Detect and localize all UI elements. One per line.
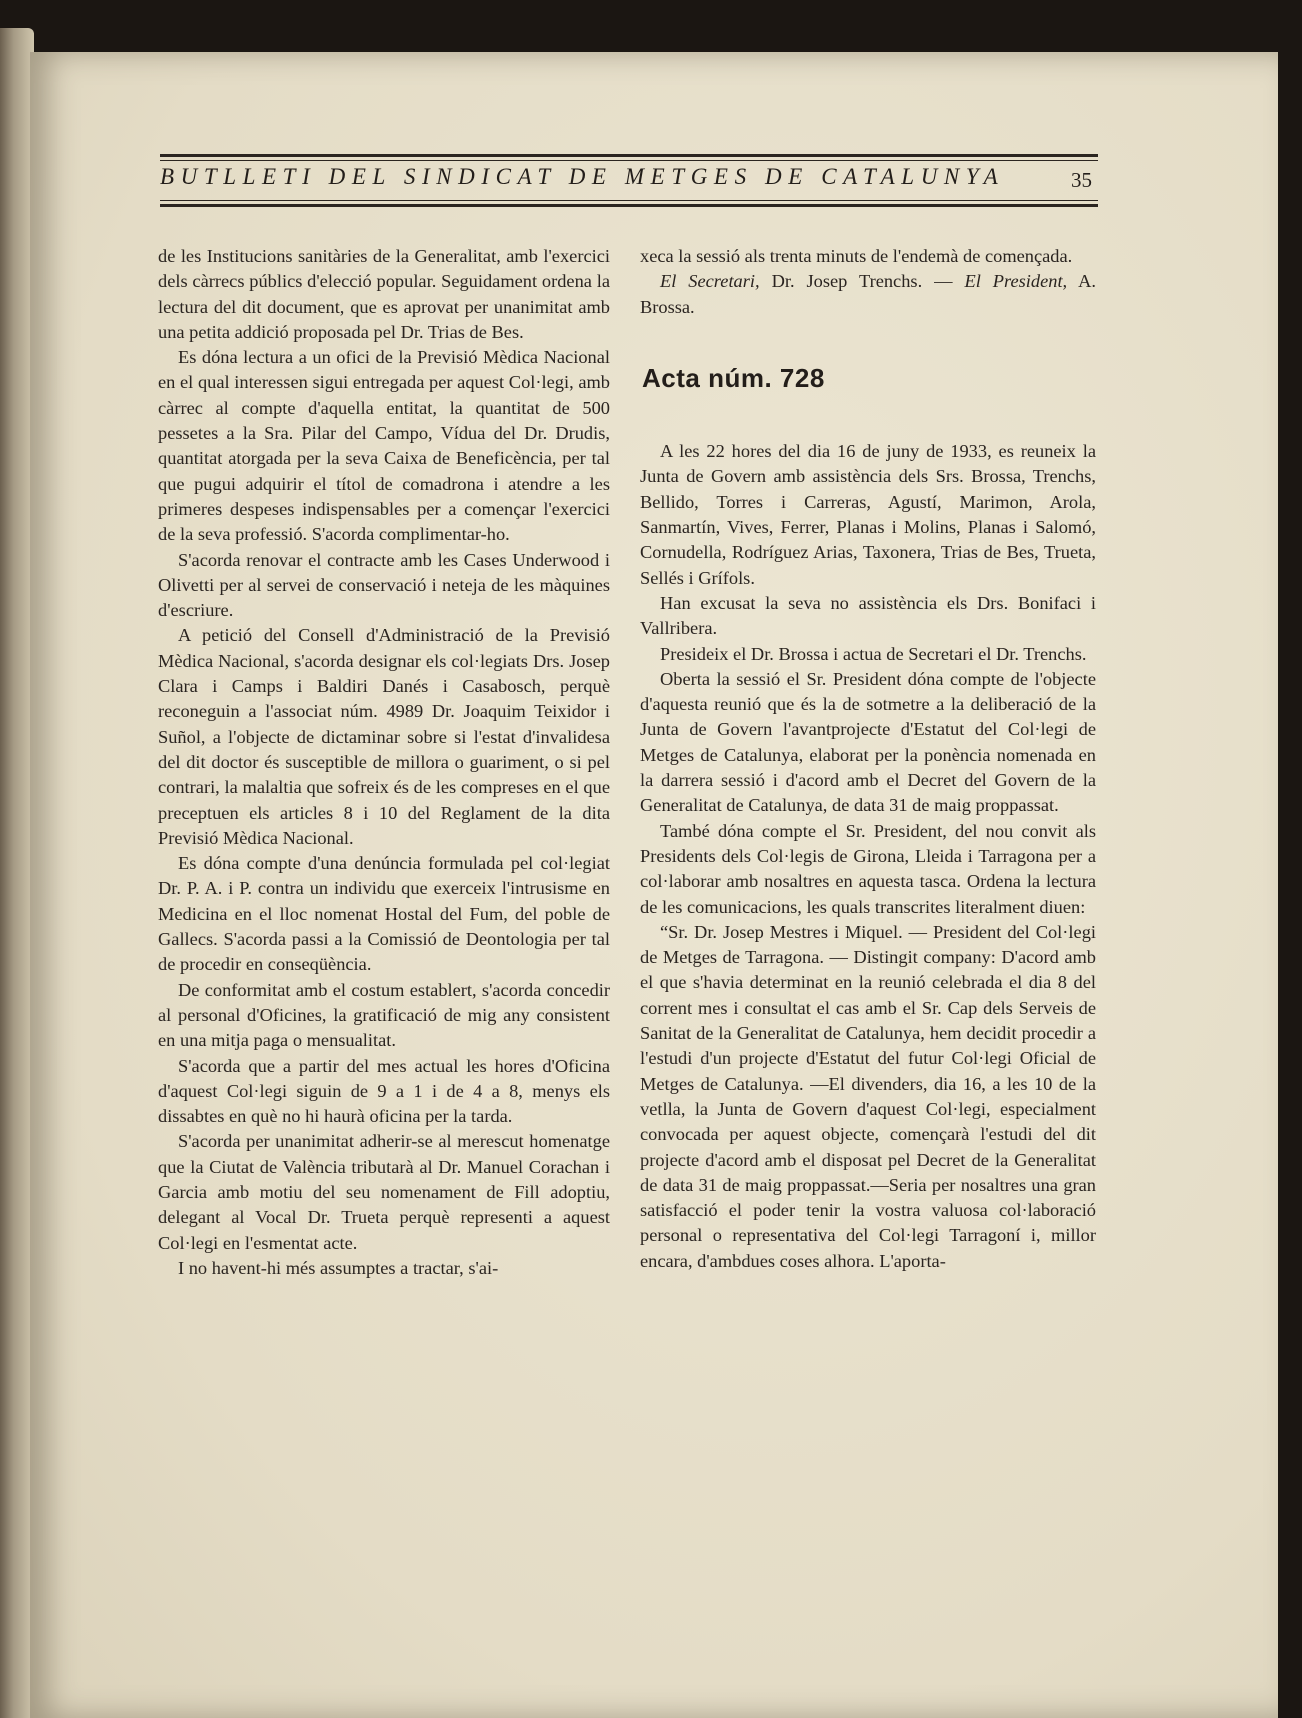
page-number: 35 xyxy=(1071,168,1092,192)
paragraph: I no havent-hi més assumptes a tractar, s'ai- xyxy=(178,1257,499,1278)
paragraph: S'acorda per unanimitat adherir-se al merescut homenatge que la Ciutat de València tributarà al Dr. Manuel Corachan i Garcia amb motiu del seu nomenament de Fill adoptiu, delegant al Vocal Dr. Trueta perquè representi a aquest Col·legi en l'esmentat acte. xyxy=(158,1131,610,1253)
paragraph: Presideix el Dr. Brossa i actua de Secretari el Dr. Trenchs. xyxy=(660,643,1087,664)
header-rule xyxy=(160,160,1098,161)
continuation-paragraph: xeca la sessió als trenta minuts de l'endemà de començada. xyxy=(640,246,1073,266)
secretari-name: Dr. Josep Trenchs. — xyxy=(771,271,953,292)
president-label: El President, xyxy=(964,271,1068,292)
paragraph: A petició del Consell d'Administració de la Previsió Mèdica Nacional, s'acorda designar els col·legiats Drs. Josep Clara i Camps i Baldiri Danés i Casabosch, perquè reconeguin a l'associat núm. 4989 Dr. Joaquim Teixidor i Suñol, a l'objecte de dictaminar sobre si l'estat d'invalidesa del dit doctor és susceptible de millora o guariment, o si pel contrari, la malaltia que sofreix és de les compreses en el que preceptuen els articles 8 i 10 del Reglament de la dita Previsió Mèdica Nacional. xyxy=(158,625,610,848)
president-name: A. Brossa. xyxy=(640,271,1096,317)
right-column xyxy=(640,244,1096,1274)
paragraph: Oberta la sessió el Sr. President dóna compte de l'objecte d'aquesta reunió que és la de sotmetre a la deliberació de la Junta de Govern l'avantprojecte d'Estatut del Col·legi de Metges de Catalunya, elaborat per la ponència nomenada en la darrera sessió i d'acord amb el Decret del Govern de la Generalitat de Catalunya, de data 31 de maig proppassat. xyxy=(640,668,1096,816)
left-column xyxy=(158,244,610,1281)
secretari-label: El Secretari, xyxy=(660,271,760,292)
header-rule xyxy=(160,154,1098,157)
header-title: BUTLLETI DEL SINDICAT DE METGES DE CATALUNYA xyxy=(160,164,1005,189)
paragraph: Han excusat la seva no assistència els Drs. Bonifaci i Vallribera. xyxy=(640,592,1096,639)
signatures xyxy=(640,269,1096,320)
quoted-letter: “Sr. Dr. Josep Mestres i Miquel. — President del Col·legi de Metges de Tarragona. — Distingit company: D'acord amb el que s'havia determinat en la reunió celebrada el dia 8 del corrent mes i consultat el cas amb el Sr. Cap dels Serveis de Sanitat de la Generalitat de Catalunya, hem decidit procedir a l'estudi d'un projecte d'Estatut del futur Col·legi Oficial de Metges de Catalunya. —El divenders, dia 16, a les 10 de la vetlla, la Junta de Govern d'aquest Col·legi, especialment convocada per aquest objecte, començarà l'estudi del dit projecte d'acord amb el disposat pel Decret de la Generalitat de data 31 de maig proppassat.—Seria per nosaltres una gran satisfacció el poder tenir la vostra valuosa col·laboració personal o representativa del Col·legi Tarragoní i, millor encara, d'ambdues coses alhora. L'aporta- xyxy=(640,921,1096,1271)
header-rule xyxy=(160,204,1098,207)
paragraph: Es dóna lectura a un ofici de la Previsió Mèdica Nacional en el qual interessen sigui entregada per aquest Col·legi, amb càrrec al compte d'aquella entitat, la quantitat de 500 pessetes a la Sra. Pilar del Campo, Vídua del Dr. Drudis, quantitat atorgada per la seva Caixa de Beneficència, per tal que pugui adquirir el títol de comadrona i atendre a les primeres despeses indispensables per a començar l'exercici de la seva professió. S'acorda complimentar-ho. xyxy=(158,347,610,545)
header-rule xyxy=(160,200,1098,201)
paragraph: A les 22 hores del dia 16 de juny de 1933, es reuneix la Junta de Govern amb assistència dels Srs. Brossa, Trenchs, Bellido, Torres i Carreras, Agustí, Marimon, Arola, Sanmartín, Vives, Ferrer, Planas i Molins, Planas i Salomó, Cornudella, Rodríguez Arias, Taxonera, Trias de Bes, Trueta, Sellés i Grífols. xyxy=(640,441,1096,588)
paragraph: Es dóna compte d'una denúncia formulada pel col·legiat Dr. P. A. i P. contra un individu que exerceix l'intrusisme en Medicina en el lloc nomenat Hostal del Fum, del poble de Gallecs. S'acorda passi a la Comissió de Deontologia per tal de procedir en conseqüència. xyxy=(158,853,610,975)
left-page-edge xyxy=(0,28,34,1718)
running-header xyxy=(160,146,1098,226)
paragraph: S'acorda que a partir del mes actual les hores d'Oficina d'aquest Col·legi siguin de 9 a 1 i de 4 a 8, menys els dissabtes en què no hi haurà oficina per la tarda. xyxy=(158,1055,610,1127)
paragraph: També dóna compte el Sr. President, del nou convit als Presidents dels Col·legis de Girona, Lleida i Tarragona per a col·laborar amb nosaltres en aquesta tasca. Ordena la lectura de les comunicacions, les quals transcrites literalment diuen: xyxy=(640,820,1096,917)
acta-heading: Acta núm. 728 xyxy=(642,362,825,393)
paragraph: de les Institucions sanitàries de la Generalitat, amb l'exercici dels càrrecs públics d'elecció popular. Seguidament ordena la lectura del dit document, que es aprovat per unanimitat amb una petita addició proposada pel Dr. Trias de Bes. xyxy=(158,246,610,342)
paragraph: De conformitat amb el costum establert, s'acorda concedir al personal d'Oficines, la gratificació de mig any consistent en una mitja paga o mensualitat. xyxy=(158,979,610,1051)
paragraph: S'acorda renovar el contracte amb les Cases Underwood i Olivetti per al servei de conservació i neteja de les màquines d'escriure. xyxy=(158,549,610,621)
